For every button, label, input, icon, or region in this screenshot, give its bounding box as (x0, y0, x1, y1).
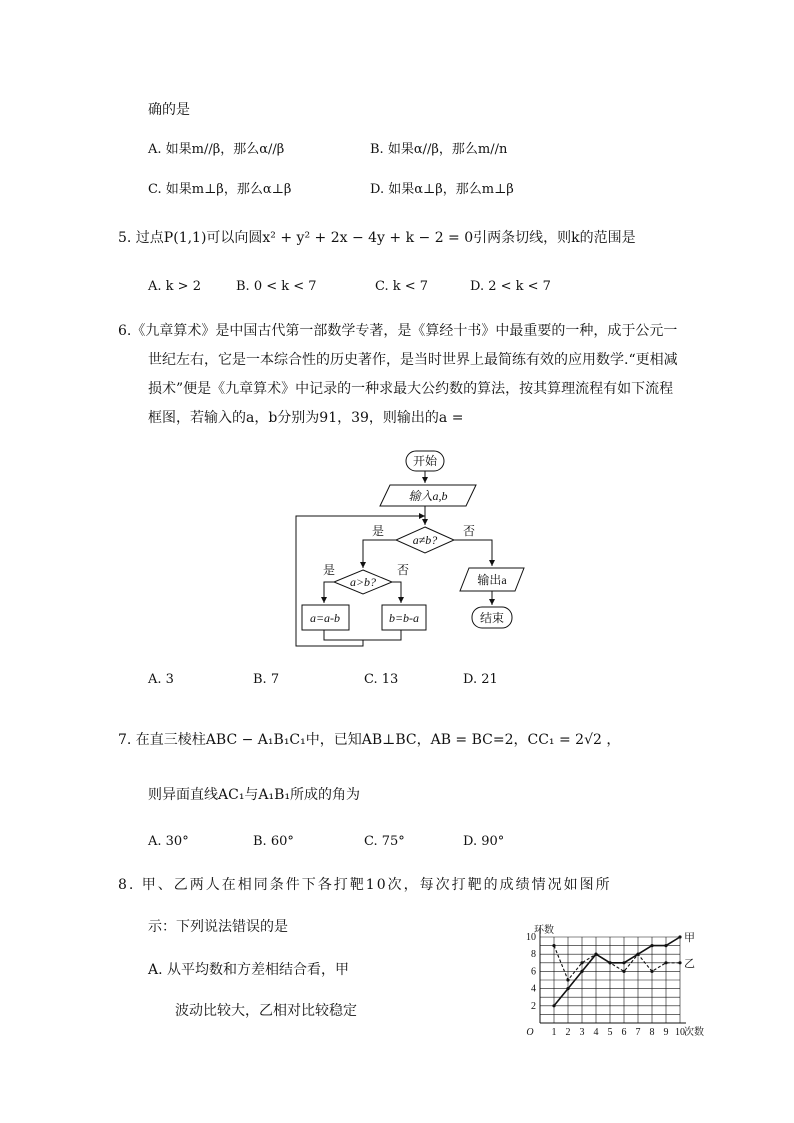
flow-end-label: 结束 (479, 611, 505, 625)
q6-stem-line-3: 损术”便是《九章算术》中记录的一种求最大公约数的算法，按其算理流程有如下流程 (148, 381, 674, 397)
series-2-point (594, 953, 597, 956)
series-2-point (664, 961, 667, 964)
q8-option-a-line-1: A. 从平均数和方差相结合看，甲 (148, 962, 350, 978)
flowchart (280, 440, 560, 660)
series-2-point (580, 961, 583, 964)
q6-stem-line-1: 6.《九章算术》是中国古代第一部数学专著，是《算经十书》中最重要的一种，成于公元一 (118, 323, 678, 339)
x-tick-label: 4 (593, 1027, 599, 1038)
flow-assign-a-label: a=a-b (309, 611, 341, 625)
q4-option-a: A. 如果m//β，那么α//β (148, 142, 285, 157)
q6-option-c: C. 13 (364, 672, 399, 687)
series-2-point (552, 944, 555, 947)
q8-stem: 8. 甲、乙两人在相同条件下各打靶10次，每次打靶的成绩情况如图所 (118, 877, 612, 893)
q6-stem-line-2: 世纪左右，它是一本综合性的历史著作，是当时世界上最简练有效的应用数学.“更相减 (148, 352, 678, 368)
series-2-point (608, 961, 611, 964)
x-tick-label: 3 (579, 1027, 585, 1038)
q7-stem-2: 则异面直线AC₁与A₁B₁所成的角为 (148, 787, 361, 803)
x-axis-label: 次数 (684, 1027, 704, 1038)
q6-option-d: D. 21 (463, 672, 498, 687)
flow-cond2-no: 否 (397, 563, 410, 577)
q5-option-d: D. 2 < k < 7 (470, 279, 551, 294)
series-2-point (678, 961, 681, 964)
y-tick-label: 8 (531, 949, 536, 961)
series-1-point (678, 935, 681, 938)
q8-stem-2: 示：下列说法错误的是 (148, 919, 288, 935)
series-name-label: 甲 (684, 932, 695, 944)
x-tick-label: 2 (565, 1027, 571, 1038)
q6-stem-line-4: 框图，若输入的a，b分别为91，39，则输出的a = (148, 410, 464, 426)
flow-cond2-yes: 是 (323, 563, 336, 577)
series-2-point (566, 978, 569, 981)
y-axis-label: 环数 (534, 925, 554, 936)
flow-cond2-label: a>b? (349, 575, 377, 589)
y-tick-label: 4 (531, 983, 536, 995)
shooting-score-chart (505, 915, 705, 1040)
series-1-point (552, 1004, 555, 1007)
x-tick-label: 10 (675, 1027, 685, 1038)
series-1-point (580, 970, 583, 973)
q7-stem: 7. 在直三棱柱ABC − A₁B₁C₁中，已知AB⊥BC，AB = BC=2，CC₁ = 2√2 ， (118, 732, 621, 748)
series-2-point (636, 953, 639, 956)
x-tick-label: 7 (635, 1027, 641, 1038)
x-tick-label: 1 (551, 1027, 557, 1038)
series-name-label: 乙 (684, 957, 695, 970)
flow-input-label: 输入a,b (408, 489, 448, 503)
flow-output-label: 输出a (477, 573, 507, 587)
x-tick-label: 8 (649, 1027, 655, 1038)
flow-cond1-yes: 是 (372, 524, 385, 538)
q7-option-a: A. 30° (148, 834, 189, 849)
q8-option-a-line-2: 波动比较大，乙相对比较稳定 (175, 1003, 357, 1019)
series-1-point (650, 944, 653, 947)
y-tick-label: 6 (531, 966, 536, 978)
y-tick-label: 10 (526, 932, 536, 943)
flow-cond1-no: 否 (463, 524, 476, 538)
y-tick-label: 2 (531, 1000, 536, 1012)
q6-option-a: A. 3 (148, 672, 174, 687)
x-tick-label: 9 (663, 1027, 669, 1038)
origin-label: O (526, 1027, 534, 1038)
flow-cond1-label: a≠b? (412, 533, 438, 547)
series-1-point (622, 961, 625, 964)
q7-option-c: C. 75° (364, 834, 405, 849)
series-1-point (664, 944, 667, 947)
flow-assign-b-label: b=b-a (388, 611, 420, 625)
series-2-point (650, 970, 653, 973)
q5-option-c: C. k < 7 (375, 279, 429, 294)
q7-option-b: B. 60° (253, 834, 294, 849)
q5-option-a: A. k > 2 (148, 279, 201, 294)
q6-option-b: B. 7 (253, 672, 280, 687)
q4-option-c: C. 如果m⊥β，那么α⊥β (148, 182, 292, 197)
q7-option-d: D. 90° (463, 834, 505, 849)
q4-option-d: D. 如果α⊥β，那么m⊥β (370, 182, 514, 197)
series-1-point (566, 987, 569, 990)
flow-start-label: 开始 (412, 454, 438, 468)
q5-stem: 5. 过点P(1,1)可以向圆x² + y² + 2x − 4y + k − 2 = 0引两条切线，则k的范围是 (118, 230, 636, 246)
q4-stem-tail: 确的是 (148, 102, 190, 118)
q5-option-b: B. 0 < k < 7 (236, 279, 317, 294)
q4-option-b: B. 如果α//β，那么m//n (370, 142, 508, 157)
x-tick-label: 5 (607, 1027, 613, 1038)
series-2-point (622, 970, 625, 973)
x-tick-label: 6 (621, 1027, 627, 1038)
